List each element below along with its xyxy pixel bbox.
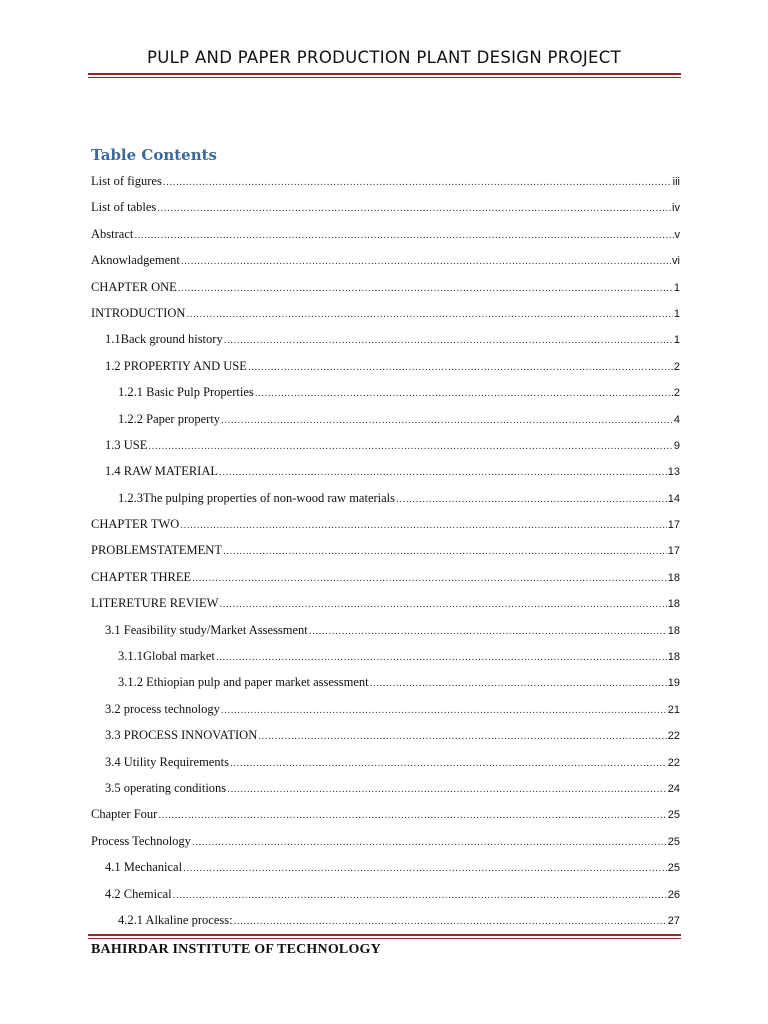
toc-leader-dots xyxy=(309,619,667,645)
toc-entry[interactable] xyxy=(91,722,680,748)
toc-entry[interactable] xyxy=(91,432,680,458)
toc-leader-dots xyxy=(219,592,666,618)
header-rule xyxy=(88,73,681,75)
toc-entry-label: CHAPTER ONE xyxy=(91,279,177,294)
toc-leader-dots xyxy=(234,909,667,935)
toc-entry-page-number: 25 xyxy=(667,835,680,848)
toc-entry-label: Chapter Four xyxy=(91,807,158,822)
toc-entry-label: 1.2 PROPERTIY AND USE xyxy=(105,358,247,373)
toc-entry-label: 1.2.2 Paper property xyxy=(118,411,221,426)
toc-leader-dots xyxy=(158,803,666,829)
toc-leader-dots xyxy=(148,434,673,460)
toc-entry-page-number: 25 xyxy=(667,862,680,875)
toc-leader-dots xyxy=(221,408,673,434)
toc-leader-dots xyxy=(227,777,667,803)
toc-entry[interactable] xyxy=(91,379,680,405)
toc-leader-dots xyxy=(248,355,673,381)
toc-entry[interactable] xyxy=(91,511,680,537)
toc-entry[interactable] xyxy=(91,643,680,669)
toc-entry[interactable] xyxy=(91,194,680,220)
toc-entry-page-number: 18 xyxy=(667,624,680,637)
toc-entry-page-number: 18 xyxy=(667,651,680,664)
toc-leader-dots xyxy=(224,328,673,354)
toc-entry[interactable] xyxy=(91,168,680,194)
toc-entry[interactable] xyxy=(91,669,680,695)
toc-entry-label: 4.2 Chemical xyxy=(105,886,172,901)
toc-entry-label: Process Technology xyxy=(91,833,191,848)
toc-leader-dots xyxy=(163,170,672,196)
page-header-title: PULP AND PAPER PRODUCTION PLANT DESIGN PROJECT xyxy=(147,48,621,67)
toc-entry[interactable] xyxy=(91,696,680,722)
toc-entry-label: 4.2.1 Alkaline process: xyxy=(118,912,233,927)
toc-entry-page-number: 17 xyxy=(667,545,680,558)
toc-entry-page-number: 2 xyxy=(673,360,680,373)
toc-entry-label: 1.2.3The pulping properties of non-wood raw materials xyxy=(118,490,396,505)
toc-entry-label: 3.1.2 Ethiopian pulp and paper market assessment xyxy=(118,675,369,690)
toc-entry-label: 1.3 USE xyxy=(105,437,148,452)
toc-entry-label: 3.5 operating conditions xyxy=(105,780,227,795)
toc-entry[interactable] xyxy=(91,881,680,907)
toc-entry-label: Abstract xyxy=(91,226,134,241)
toc-entry-page-number: iv xyxy=(672,202,680,215)
toc-entry-page-number: 18 xyxy=(667,598,680,611)
toc-entry-label: 4.1 Mechanical xyxy=(105,860,183,875)
footer-rule-thin xyxy=(88,938,681,939)
toc-entry-page-number: 24 xyxy=(667,782,680,795)
toc-entry[interactable] xyxy=(91,326,680,352)
toc-leader-dots xyxy=(178,276,673,302)
toc-entry[interactable] xyxy=(91,247,680,273)
toc-entry[interactable] xyxy=(91,458,680,484)
toc-leader-dots xyxy=(221,698,667,724)
toc-entry[interactable] xyxy=(91,801,680,827)
toc-entry[interactable] xyxy=(91,537,680,563)
toc-leader-dots xyxy=(258,724,667,750)
toc-leader-dots xyxy=(216,645,667,671)
toc-entry[interactable] xyxy=(91,749,680,775)
toc-leader-dots xyxy=(230,751,667,777)
toc-entry-page-number: 18 xyxy=(667,571,680,584)
toc-entry-page-number: 2 xyxy=(673,387,680,400)
toc-leader-dots xyxy=(180,513,666,539)
toc-entry-label: List of figures xyxy=(91,174,162,188)
toc-leader-dots xyxy=(186,302,672,328)
toc-entry-page-number: 1 xyxy=(673,281,680,294)
toc-entry-label: 3.2 process technology xyxy=(105,701,220,716)
toc-entry[interactable] xyxy=(91,221,680,247)
toc-entry[interactable] xyxy=(91,590,680,616)
toc-leader-dots xyxy=(219,460,667,486)
toc-leader-dots xyxy=(157,196,671,222)
toc-entry[interactable] xyxy=(91,300,680,326)
toc-entry-page-number: 14 xyxy=(667,492,680,505)
toc-entry[interactable] xyxy=(91,353,680,379)
toc-entry-page-number: 9 xyxy=(673,439,680,452)
toc-entry[interactable] xyxy=(91,564,680,590)
toc-entry[interactable] xyxy=(91,406,680,432)
toc-entry[interactable] xyxy=(91,775,680,801)
toc-leader-dots xyxy=(181,249,671,275)
toc-leader-dots xyxy=(255,381,673,407)
header-rule-thin xyxy=(88,77,681,78)
toc-leader-dots xyxy=(192,566,667,592)
toc-entry-page-number: 1 xyxy=(673,307,680,320)
toc-entry-page-number: 22 xyxy=(667,730,680,743)
toc-leader-dots xyxy=(223,539,667,565)
toc-entry-label: List of tables xyxy=(91,200,157,215)
toc-entry-label: CHAPTER TWO xyxy=(91,517,180,532)
footer-rule xyxy=(88,934,681,936)
toc-entry[interactable] xyxy=(91,274,680,300)
toc-entry-label: 1.1Back ground history xyxy=(105,332,223,347)
toc-entry-label: CHAPTER THREE xyxy=(91,569,192,584)
toc-entry-page-number: 25 xyxy=(667,809,680,822)
toc-entry-label: 1.2.1 Basic Pulp Properties xyxy=(118,385,254,400)
toc-leader-dots xyxy=(192,830,667,856)
toc-entry-label: PROBLEMSTATEMENT xyxy=(91,543,222,558)
toc-entry[interactable] xyxy=(91,828,680,854)
toc-entry-label: 3.1 Feasibility study/Market Assessment xyxy=(105,622,308,637)
toc-entry-page-number: iii xyxy=(672,176,680,188)
toc-entry-page-number: v xyxy=(674,228,680,241)
toc-entry-page-number: 19 xyxy=(667,677,680,690)
toc-entry-label: 1.4 RAW MATERIAL xyxy=(105,464,219,479)
toc-entry-page-number: 4 xyxy=(673,413,680,426)
toc-entry-page-number: 21 xyxy=(667,703,680,716)
toc-entry-label: 3.4 Utility Requirements xyxy=(105,754,229,769)
toc-entry[interactable] xyxy=(91,854,680,880)
toc-entry-label: 3.3 PROCESS INNOVATION xyxy=(105,728,258,743)
toc-entry-label: LITERETURE REVIEW xyxy=(91,596,219,611)
toc-entry-label: INTRODUCTION xyxy=(91,305,186,320)
toc-entry-page-number: 22 xyxy=(667,756,680,769)
toc-entry-label: Aknowladgement xyxy=(91,253,180,268)
toc-entry-page-number: vi xyxy=(672,255,680,268)
toc-entry-label: 3.1.1Global market xyxy=(118,649,215,664)
table-of-contents xyxy=(91,168,680,933)
toc-entry[interactable] xyxy=(91,485,680,511)
toc-entry[interactable] xyxy=(91,617,680,643)
toc-entry-page-number: 27 xyxy=(667,914,680,927)
toc-leader-dots xyxy=(370,671,667,697)
toc-leader-dots xyxy=(173,883,667,909)
toc-heading: Table Contents xyxy=(91,146,217,164)
toc-entry-page-number: 13 xyxy=(667,466,680,479)
toc-entry-page-number: 1 xyxy=(673,334,680,347)
toc-entry-page-number: 26 xyxy=(667,888,680,901)
toc-entry-page-number: 17 xyxy=(667,519,680,532)
toc-leader-dots xyxy=(183,856,667,882)
toc-leader-dots xyxy=(396,487,667,513)
page-footer-title: BAHIRDAR INSTITUTE OF TECHNOLOGY xyxy=(91,942,381,957)
toc-leader-dots xyxy=(134,223,673,249)
toc-entry[interactable] xyxy=(91,907,680,933)
